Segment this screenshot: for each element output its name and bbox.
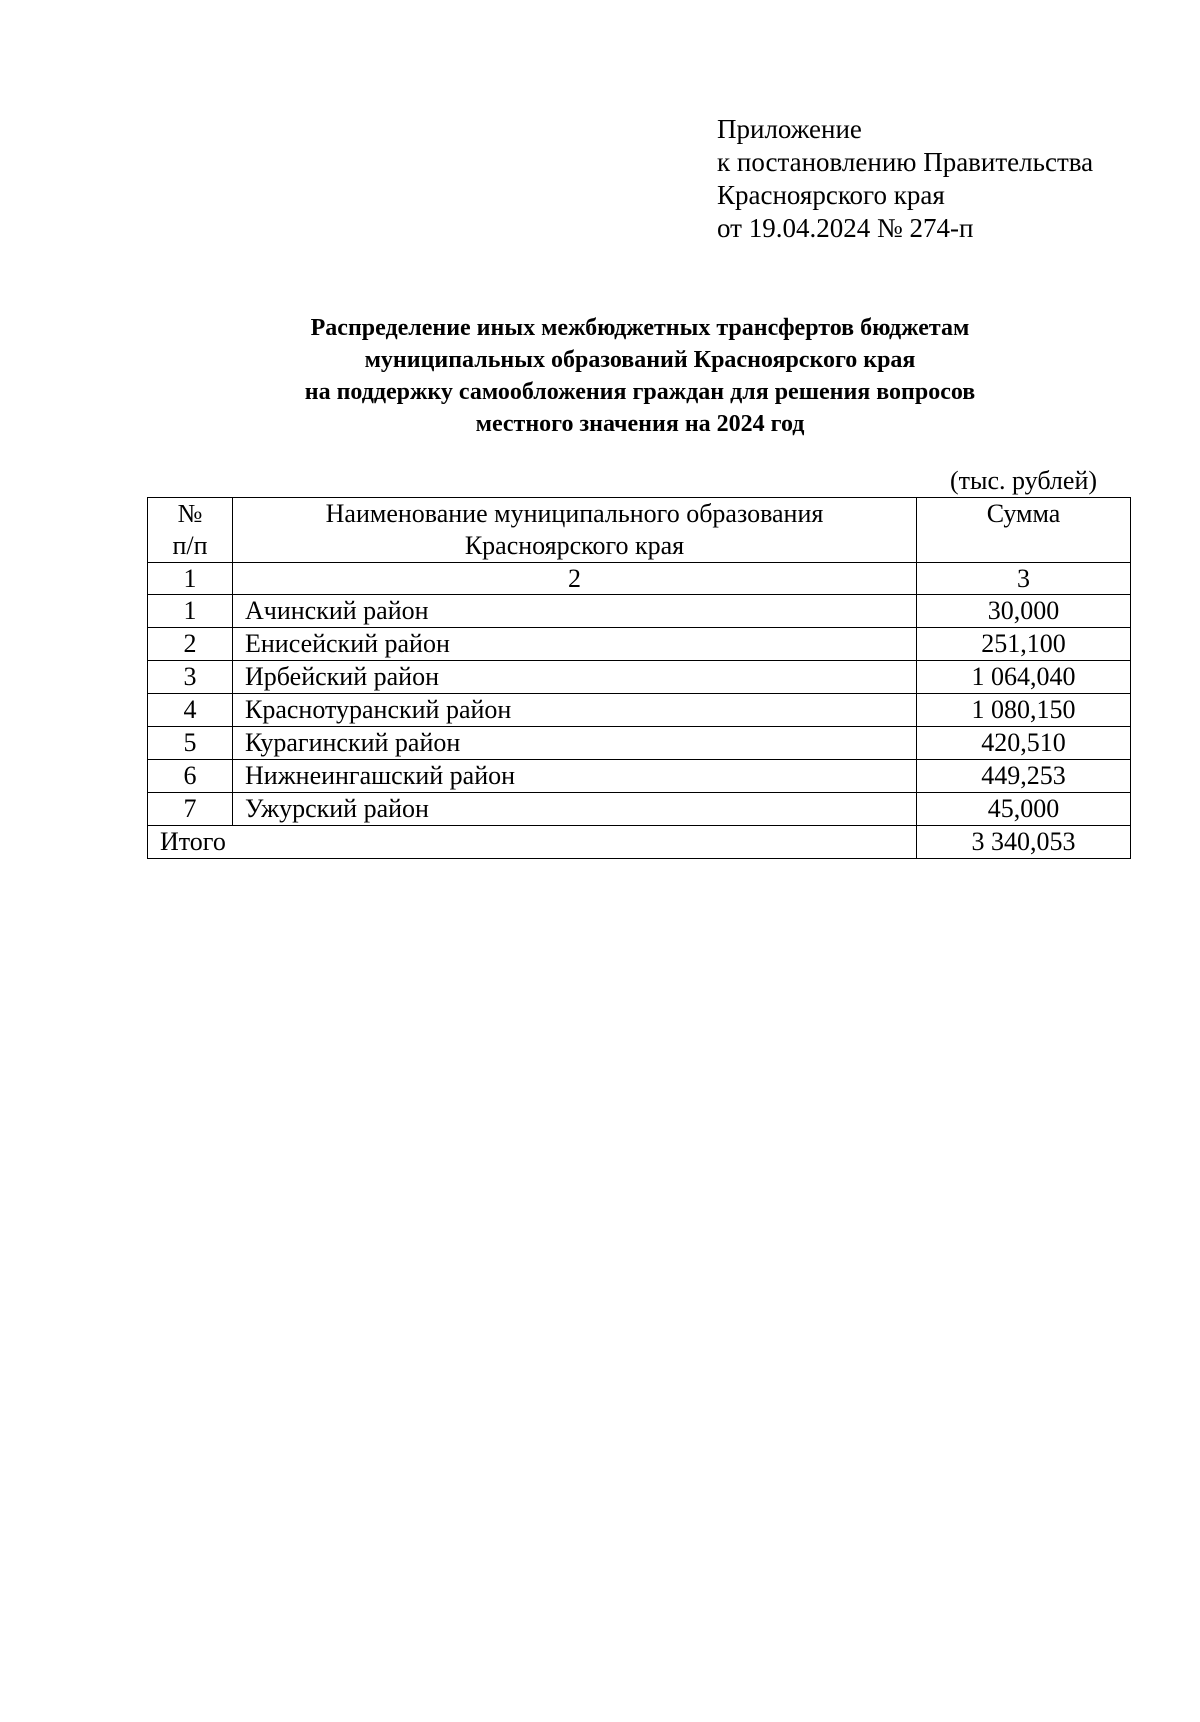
appendix-line: Приложение <box>717 114 862 144</box>
total-label: Итого <box>148 826 917 859</box>
total-row <box>148 826 1131 859</box>
row-name: Ирбейский район <box>233 661 917 694</box>
row-sum: 420,510 <box>917 727 1131 760</box>
header-name-line2: Красноярского края <box>464 531 685 560</box>
row-sum: 1 080,150 <box>917 694 1131 727</box>
table-row <box>148 628 1131 661</box>
row-number: 3 <box>148 661 233 694</box>
document-title <box>150 312 1130 440</box>
header-name <box>233 498 917 563</box>
row-sum: 45,000 <box>917 793 1131 826</box>
row-name: Краснотуранский район <box>233 694 917 727</box>
header-sum: Сумма <box>917 498 1131 563</box>
header-number-line1: № <box>177 499 203 528</box>
row-sum: 449,253 <box>917 760 1131 793</box>
appendix-line: от 19.04.2024 № 274-п <box>717 213 974 243</box>
header-number-line2: п/п <box>172 531 208 560</box>
table-header-row <box>148 498 1131 563</box>
table-row <box>148 661 1131 694</box>
total-sum: 3 340,053 <box>917 826 1131 859</box>
row-number: 4 <box>148 694 233 727</box>
title-line: местного значения на 2024 год <box>475 411 805 437</box>
row-name: Нижнеингашский район <box>233 760 917 793</box>
title-line: муниципальных образований Красноярского края <box>364 347 916 373</box>
row-name: Ужурский район <box>233 793 917 826</box>
row-sum: 251,100 <box>917 628 1131 661</box>
header-number <box>148 498 233 563</box>
table-row <box>148 727 1131 760</box>
column-index-cell: 2 <box>233 563 917 595</box>
title-line: Распределение иных межбюджетных трансфертов бюджетам <box>310 315 970 341</box>
row-name: Енисейский район <box>233 628 917 661</box>
column-index-row <box>148 563 1131 595</box>
title-line: на поддержку самообложения граждан для решения вопросов <box>304 379 976 405</box>
row-number: 6 <box>148 760 233 793</box>
units-label: (тыс. рублей) <box>950 466 1098 495</box>
distribution-table <box>147 497 1131 859</box>
column-index-cell: 3 <box>917 563 1131 595</box>
row-number: 2 <box>148 628 233 661</box>
header-name-line1: Наименование муниципального образования <box>325 499 824 528</box>
row-sum: 30,000 <box>917 595 1131 628</box>
table-row <box>148 694 1131 727</box>
appendix-block <box>717 113 1093 245</box>
column-index-cell: 1 <box>148 563 233 595</box>
table-row <box>148 595 1131 628</box>
row-number: 5 <box>148 727 233 760</box>
appendix-line: к постановлению Правительства <box>717 147 1094 177</box>
row-name: Ачинский район <box>233 595 917 628</box>
table-row <box>148 760 1131 793</box>
appendix-line: Красноярского края <box>717 180 945 210</box>
row-number: 7 <box>148 793 233 826</box>
row-name: Курагинский район <box>233 727 917 760</box>
row-sum: 1 064,040 <box>917 661 1131 694</box>
table-row <box>148 793 1131 826</box>
row-number: 1 <box>148 595 233 628</box>
